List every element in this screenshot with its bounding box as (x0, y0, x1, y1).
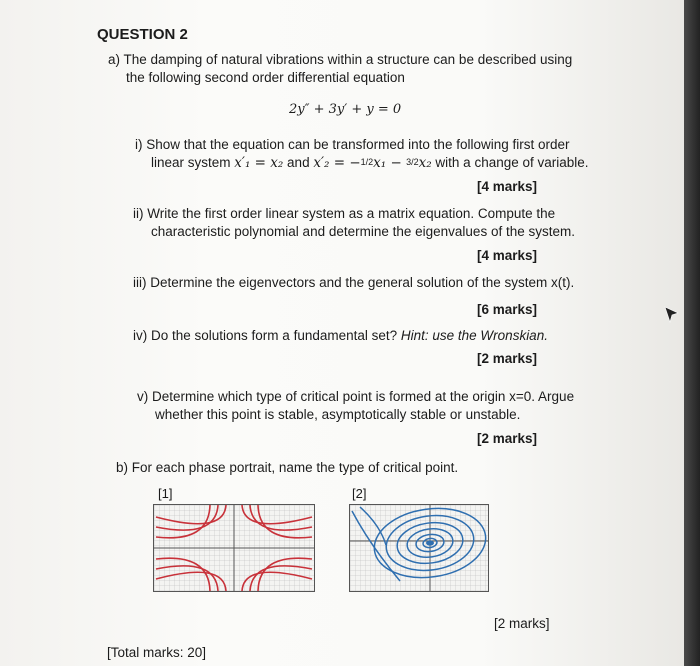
page-edge-shadow (684, 0, 700, 666)
part-aii-marks: [4 marks] (477, 248, 538, 263)
total-marks: [Total marks: 20] (107, 645, 207, 660)
part-a-intro-line2: the following second order differential equation (126, 70, 405, 85)
part-aiv-marks: [2 marks] (477, 351, 538, 366)
part-ai-marks: [4 marks] (477, 179, 538, 194)
part-ai-line2-suffix: with a change of variable. (431, 155, 589, 170)
and-word: and (283, 155, 314, 170)
phase-portrait-2-label: [2] (352, 486, 367, 501)
fraction-three-halves: 3/2 (406, 157, 419, 167)
part-aiv-hint: Hint: use the Wronskian. (400, 328, 548, 343)
part-ai-line2 (151, 155, 589, 171)
phase-portrait-saddle (153, 504, 315, 592)
x1-prime-expression: x′₁ = x₂ (234, 155, 284, 171)
fraction-one-half: 1/2 (360, 157, 374, 167)
part-b-marks: [2 marks] (494, 616, 550, 631)
part-ai-line2-prefix: linear system (151, 155, 235, 170)
x2-prime-end: x₂ (418, 155, 432, 171)
part-b-line: b) For each phase portrait, name the type of critical point. (116, 460, 459, 475)
part-aiii-marks: [6 marks] (477, 302, 538, 317)
part-ai-line1: i) Show that the equation can be transformed into the following first order (135, 137, 570, 152)
part-a-intro-line1: a) The damping of natural vibrations within a structure can be described using (108, 52, 573, 67)
question-title: QUESTION 2 (97, 26, 188, 43)
phase-portrait-1-label: [1] (158, 486, 173, 501)
x2-prime-lhs: x′₂ = − (313, 155, 361, 171)
part-aii-line2: characteristic polynomial and determine the eigenvalues of the system. (151, 224, 575, 239)
part-aiv-question: iv) Do the solutions form a fundamental set? (133, 328, 401, 343)
part-av-line2: whether this point is stable, asymptotically stable or unstable. (155, 407, 521, 422)
mouse-cursor-icon (664, 306, 680, 324)
part-aiii-line: iii) Determine the eigenvectors and the general solution of the system x(t). (133, 275, 575, 290)
part-av-marks: [2 marks] (477, 431, 538, 446)
phase-portrait-spiral (349, 504, 489, 592)
x2-prime-mid: x₁ − (373, 155, 407, 171)
differential-equation: 2y″ + 3y′ + y = 0 (289, 102, 402, 117)
part-av-line1: v) Determine which type of critical point is formed at the origin x=0. Argue (137, 389, 575, 404)
part-aii-line1: ii) Write the first order linear system as a matrix equation. Compute the (133, 206, 556, 221)
spiral-center (426, 540, 434, 545)
part-aiv-line (133, 328, 548, 343)
